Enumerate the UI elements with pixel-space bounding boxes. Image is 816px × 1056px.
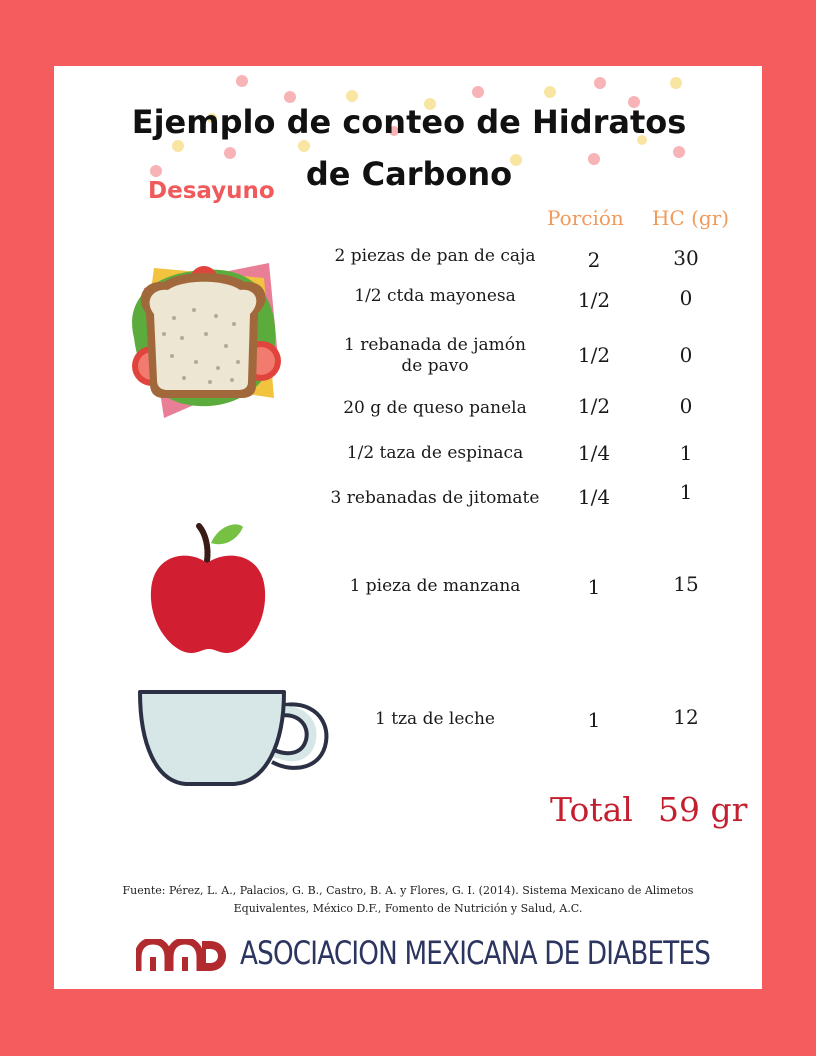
food-item-hc: 15 [673,572,699,596]
apple-icon [149,521,269,661]
column-head-portion: Porción [547,206,624,230]
sandwich-icon [124,258,284,428]
food-item-portion: 1/4 [577,485,611,509]
cup-icon [134,686,334,796]
food-item-portion: 1/2 [577,394,611,418]
food-item-portion: 1/2 [577,343,611,367]
amd-logo-icon [136,939,228,975]
logo-text: ASOCIACION MEXICANA DE DIABETES [240,934,711,972]
food-item-portion: 1 [587,575,601,599]
column-head-hc: HC (gr) [652,206,730,230]
food-item-portion: 1/2 [577,288,611,312]
food-row [310,286,750,326]
source-citation: Fuente: Pérez, L. A., Palacios, G. B., Castro, B. A. y Flores, G. I. (2014). Sistema Mexicano de Alimetos Equivalentes, México D.F., Fomento de Nutrición y Salud, A.C. [122,884,694,915]
food-row [310,705,750,749]
food-item-portion: 1/4 [577,441,611,465]
food-item-name: 1/2 taza de espinaca [346,443,524,463]
infographic-sheet [54,66,762,989]
food-item-name: 1 tza de leche [375,709,495,729]
food-item-name: 1 pieza de manzana [349,576,521,596]
food-item-hc: 0 [679,286,693,310]
food-item-hc: 12 [673,705,699,729]
food-item-hc: 30 [673,246,699,270]
food-item-hc: 1 [679,480,693,504]
food-item-name: 3 rebanadas de jitomate [330,488,540,508]
food-item-name: 1 rebanada de jamón de pavo [344,335,526,376]
food-row [310,443,750,483]
page-title: Ejemplo de conteo de Hidratos de Carbono [131,103,687,193]
food-row [310,246,750,286]
food-row [310,480,750,528]
total-value: 59 gr [658,790,748,829]
food-row [310,335,750,375]
food-item-hc: 0 [679,394,693,418]
food-item-portion: 2 [587,248,601,272]
food-item-name: 1/2 ctda mayonesa [354,286,516,306]
food-item-name: 20 g de queso panela [343,398,527,418]
total-label: Total [550,790,633,829]
food-item-portion: 1 [587,708,601,732]
food-item-hc: 0 [679,343,693,367]
section-label: Desayuno [148,178,275,204]
food-row [310,394,750,438]
food-item-name: 2 piezas de pan de caja [334,246,536,266]
food-item-hc: 1 [679,441,693,465]
food-row [310,572,750,616]
